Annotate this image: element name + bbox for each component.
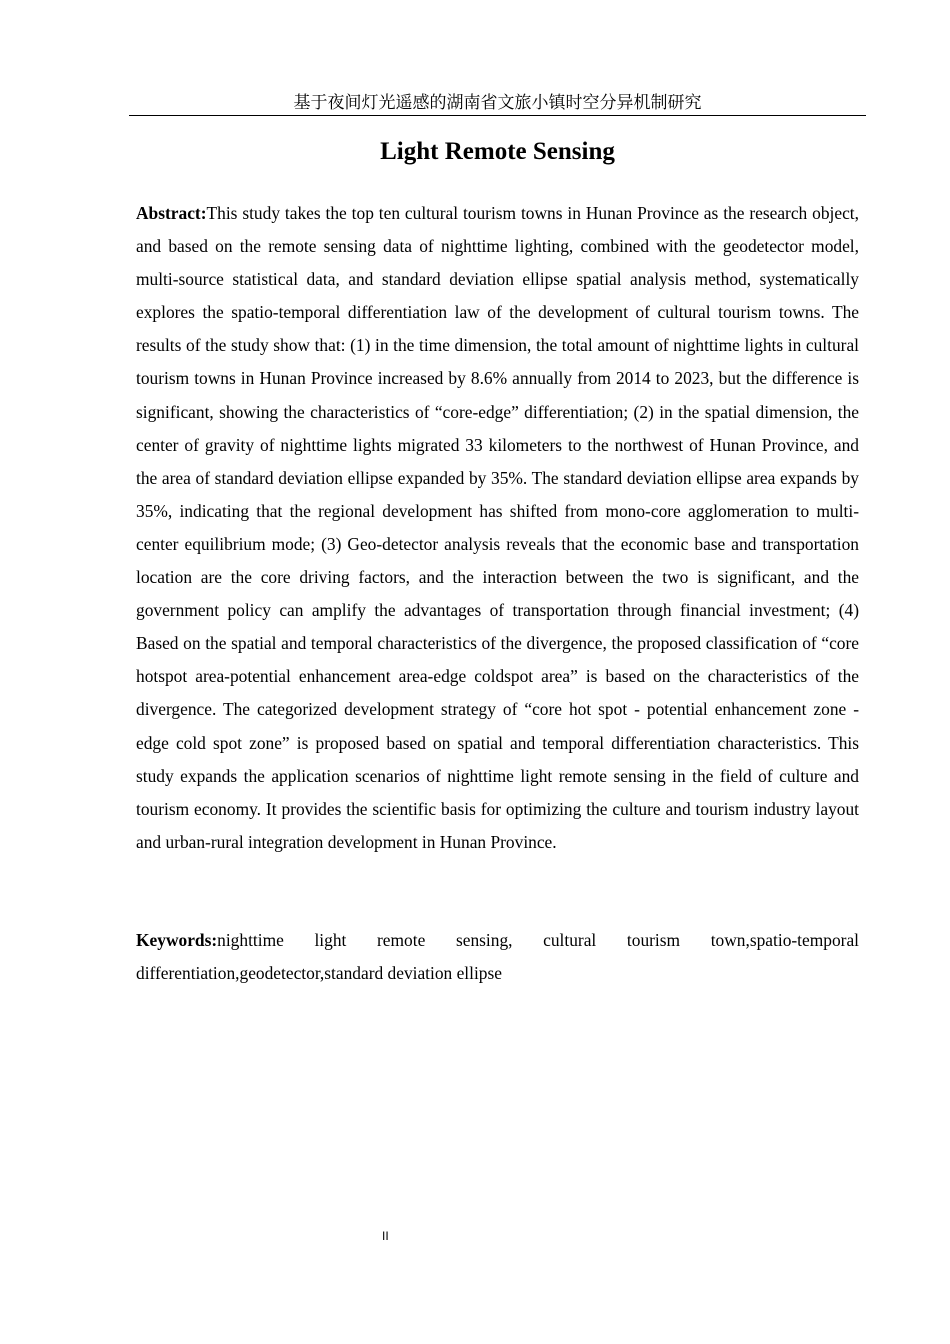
keywords-paragraph [136,924,859,990]
running-header [129,92,866,116]
keywords-text: nighttime light remote sensing, cultural tourism town,spatio-temporal differentiation,geodetector,standard deviation ellipse [136,930,859,984]
abstract-label: Abstract: [136,203,207,223]
page-title: Light Remote Sensing [380,138,615,165]
abstract-text: This study takes the top ten cultural tourism towns in Hunan Province as the research object, and based on the remote sensing data of nighttime lighting, combined with the geodetector model, multi-source statistical data, and standard deviation ellipse spatial analysis method, systematically explores the spatio-temporal differentiation law of the development of cultural tourism towns. The results of the study show that: (1) in the time dimension, the total amount of nighttime lights in cultural tourism towns in Hunan Province increased by 8.6% annually from 2014 to 2023, but the difference is significant, showing the characteristics of “core-edge” differentiation; (2) in the spatial dimension, the center of gravity of nighttime lights migrated 33 kilometers to the northwest of Hunan Province, and the area of standard deviation ellipse expanded by 35%. The standard deviation ellipse area expands by 35%, indicating that the regional development has shifted from mono-core agglomeration to multi-center equilibrium mode; (3) Geo-detector analysis reveals that the economic base and transportation location are the core driving factors, and the interaction between the two is significant, and the government policy can amplify the advantages of transportation through financial investment; (4) Based on the spatial and temporal characteristics of the divergence, the proposed classification of “core hotspot area-potential enhancement area-edge coldspot area” is based on the characteristics of the divergence. The categorized development strategy of “core hot spot - potential enhancement zone - edge cold spot zone” is proposed based on spatial and temporal differentiation characteristics. This study expands the application scenarios of nighttime light remote sensing in the field of culture and tourism economy. It provides the scientific basis for optimizing the culture and tourism industry layout and urban-rural integration development in Hunan Province. [136,203,859,852]
keywords-label: Keywords: [136,930,218,950]
running-header-title: 基于夜间灯光遥感的湖南省文旅小镇时空分异机制研究 [293,93,702,113]
abstract-paragraph [136,197,859,859]
page-number: II [382,1229,389,1243]
